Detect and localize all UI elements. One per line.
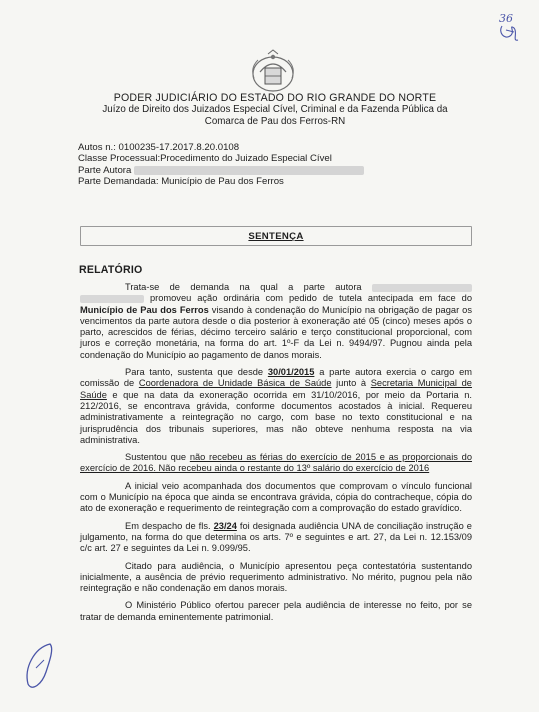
paragraph-2: Para tanto, sustenta que desde 30/01/2015 a parte autora exercia o cargo em comissão de Coordenadora de Unidade Básica de Saúde junto à Secretaria Municipal de Saúde e que na data da exoneração ocorrida em 31/10/2016, por meio da Portaria n. 212/2016, se encontrava grávida, conforme documentos acostados à inicial. Requereu administrativamente a reintegração no cargo, com base no texto constitucional e na jurisprudência dos tribunais superiores, mas não obteve nenhuma resposta na via administrativa. — [80, 367, 472, 445]
relatorio-heading: RELATÓRIO — [79, 264, 143, 276]
autora-line — [78, 165, 364, 176]
redacted-name — [372, 284, 472, 292]
autora-label: Parte Autora — [78, 164, 132, 176]
paragraph-3: Sustentou que não recebeu as férias do exercício de 2015 e as proporcionais do exercício de 2016. Não recebeu ainda o restante do 13º salário do exercício de 2016 — [80, 452, 472, 474]
header-line-3: Comarca de Pau dos Ferros-RN — [204, 115, 346, 127]
header-line-2: Juízo de Direito dos Juizados Especial Cível, Criminal e da Fazenda Pública da — [102, 104, 448, 115]
autos-line: Autos n.: 0100235-17.2017.8.20.0108 — [78, 142, 240, 153]
redacted-name — [80, 295, 144, 303]
coat-of-arms-icon — [246, 48, 300, 96]
case-metadata — [78, 142, 364, 188]
court-header — [60, 92, 490, 127]
paragraph-4: A inicial veio acompanhada dos documentos que comprovam o vínculo funcional com o Município na época que ainda se encontrava grávida, cópia do contracheque, cópia do ato de exoneração e requerimento de reintegração com a comprovação do estado gravídico. — [80, 480, 472, 514]
report-body — [80, 282, 472, 629]
section-title-box — [80, 226, 472, 246]
handwritten-initial-icon — [20, 638, 60, 694]
paragraph-6: Citado para audiência, o Município apresentou peça contestatória sustentando inicialmente, a ausência de prévio requerimento administrativo. No mérito, pugnou pela não reintegração e não condenação em danos morais. — [80, 560, 472, 594]
classe-line: Classe Processual:Procedimento do Juizado Especial Cível — [78, 153, 332, 165]
svg-text:36: 36 — [499, 12, 513, 25]
paragraph-7: O Ministério Público ofertou parecer pela audiência de interesse no feito, por se tratar de demanda eminentemente patrimonial. — [80, 600, 472, 622]
header-line-1: PODER JUDICIÁRIO DO ESTADO DO RIO GRANDE DO NORTE — [113, 92, 437, 104]
redacted-name — [134, 166, 364, 175]
handwritten-page-number — [496, 10, 524, 46]
demandada-line: Parte Demandada: Município de Pau dos Ferros — [78, 176, 284, 188]
paragraph-5: Em despacho de fls. 23/24 foi designada audiência UNA de conciliação instrução e julgamento, na forma do que determina os arts. 7º e seguintes e art. 27, da Lei n. 12.153/09 c/c art. 27 e seguintes da Lei n. 9.099/95. — [80, 520, 472, 554]
section-title: SENTENÇA — [248, 230, 304, 242]
paragraph-1: Trata-se de demanda na qual a parte autora promoveu ação ordinária com pedido de tutela antecipada em face do Município de Pau dos Ferros visando à condenação do Município na obrigação de pagar os vencimentos da parte autora desde o dia posterior à exoneração até 05 (cinco) meses após o parto, acrescidos de férias, décimo terceiro salário e terço constitucional proporcional, com juros e correção monetária, na forma do art. 1º-F da Lei n. 9494/97. Pugnou ainda pela condenação do Município ao pagamento de danos morais. — [80, 282, 472, 360]
